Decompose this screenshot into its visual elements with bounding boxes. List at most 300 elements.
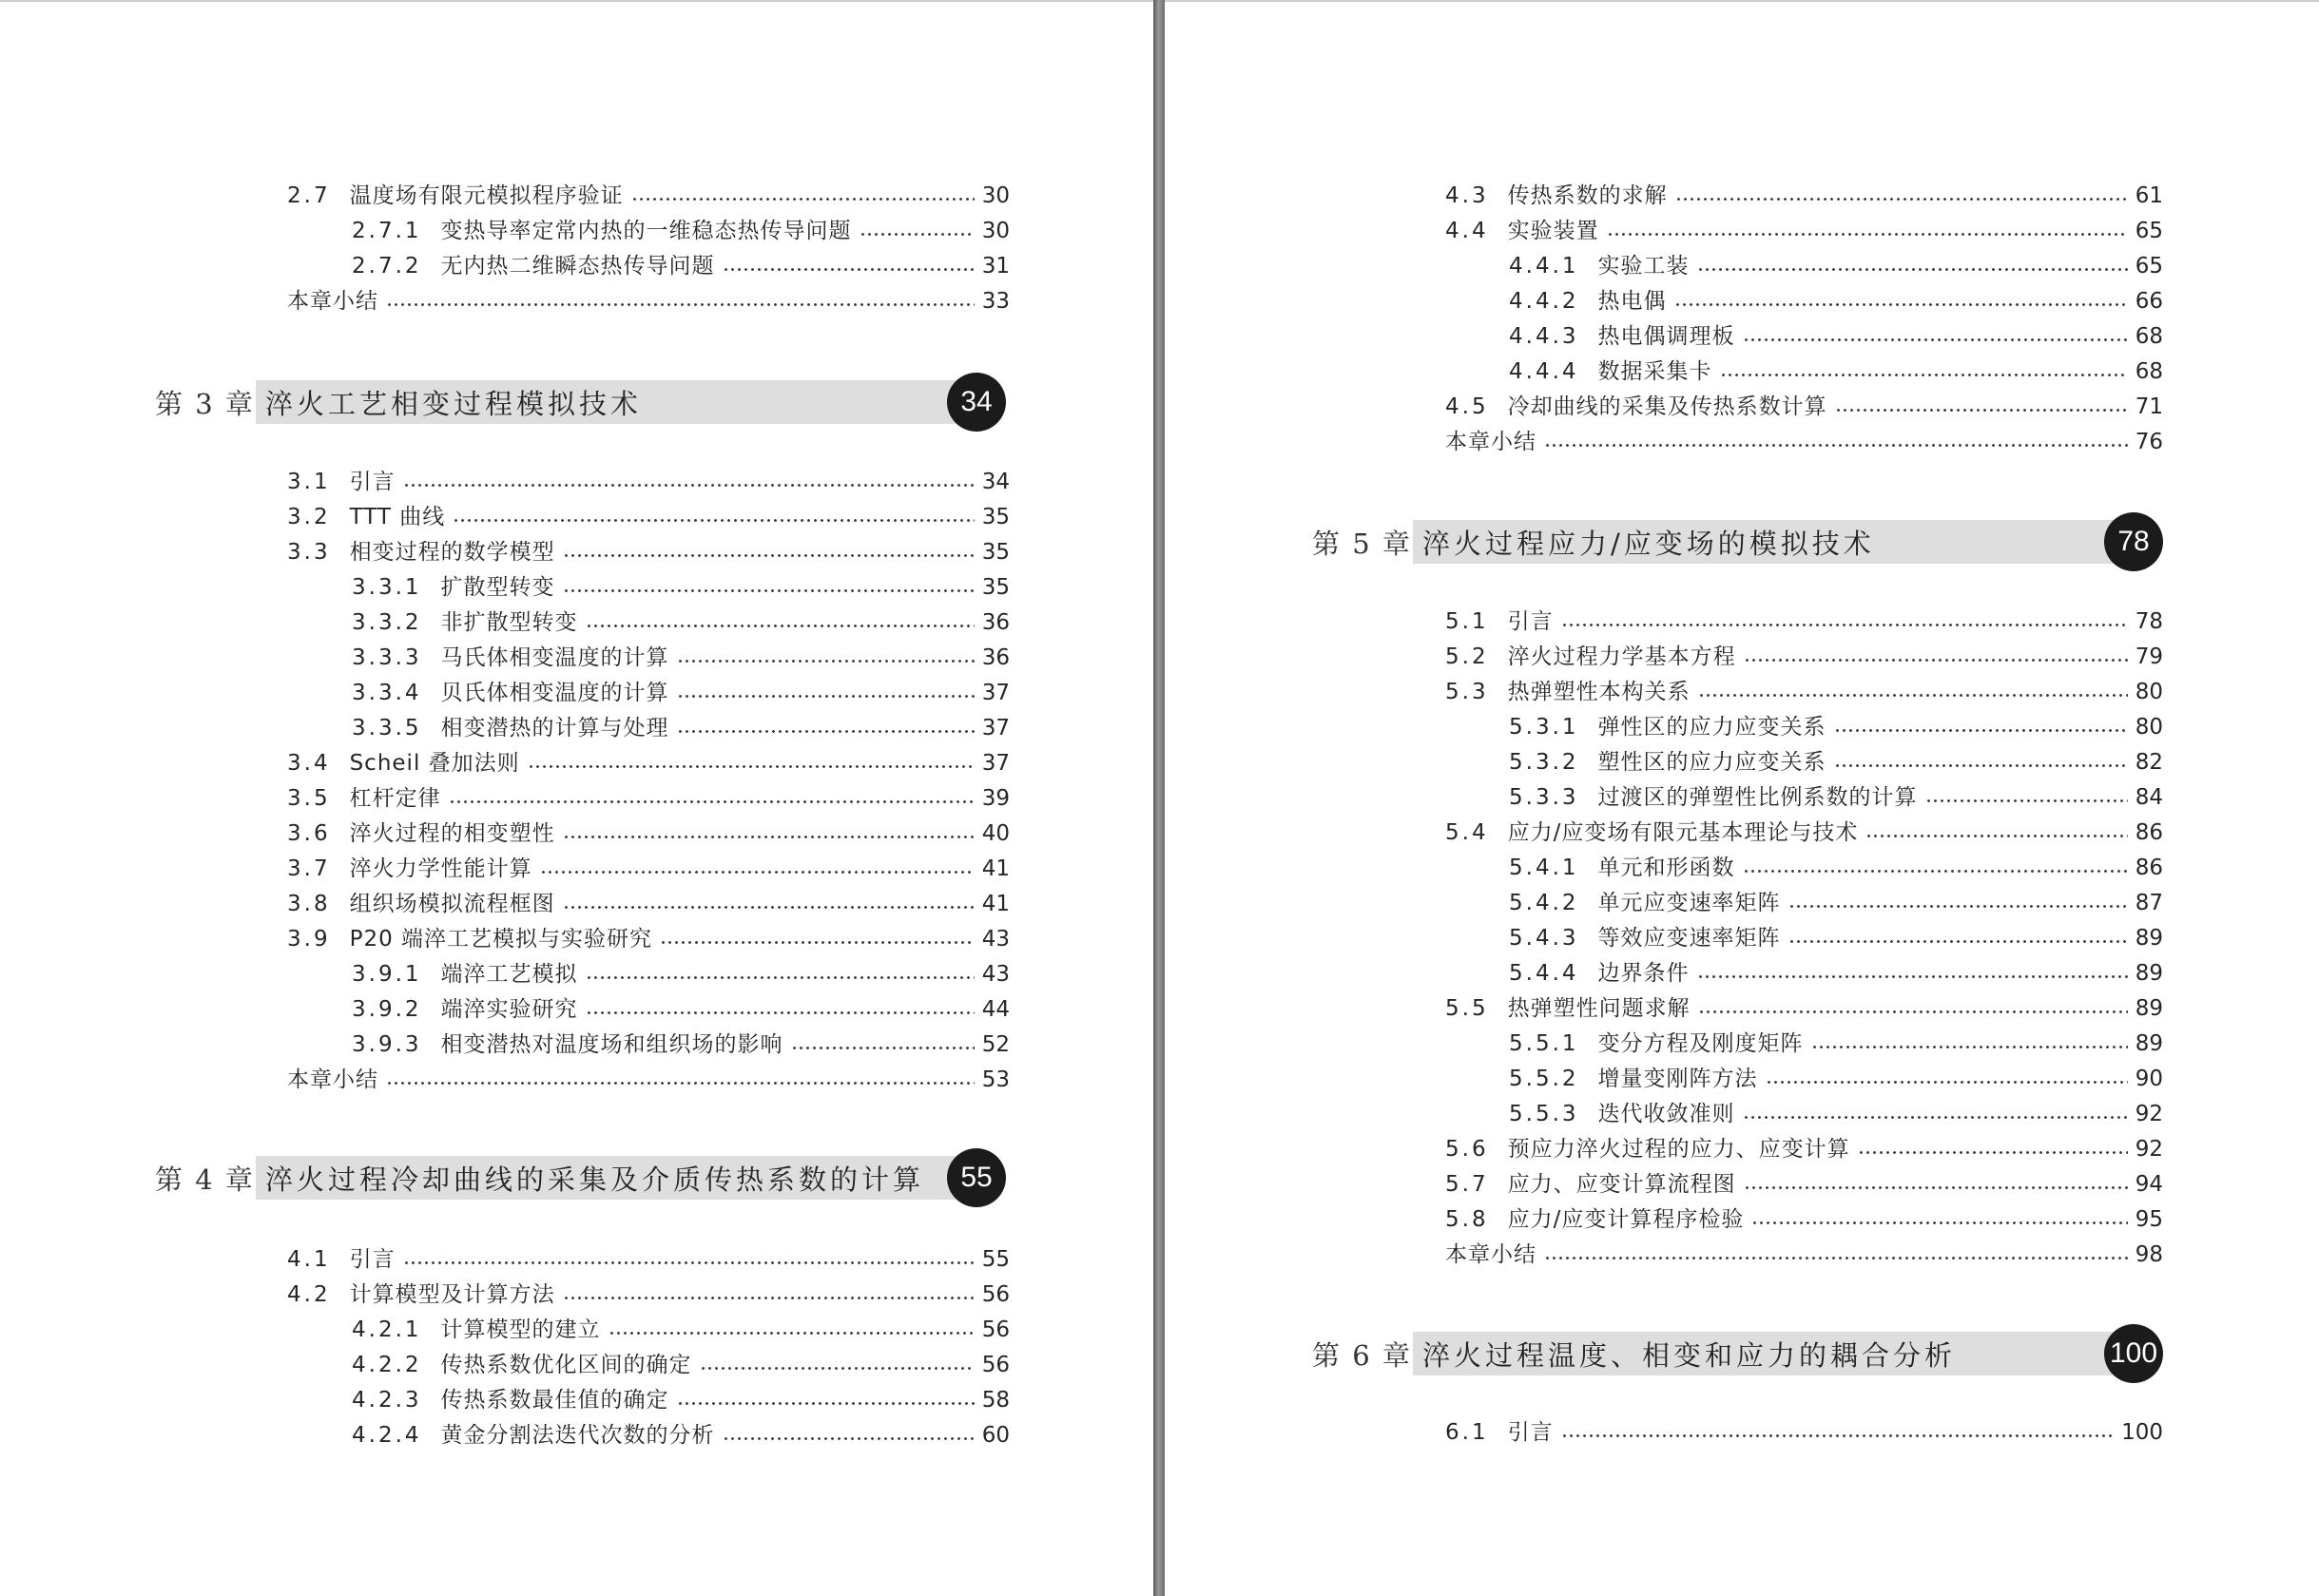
toc-entry-number: 3.3.1 [352, 575, 422, 600]
toc-entry[interactable] [1445, 390, 2163, 424]
dot-leader [563, 589, 975, 592]
book-gutter [1153, 0, 1165, 1596]
dot-leader [1675, 198, 2128, 201]
dot-leader [677, 730, 975, 733]
dot-leader [1744, 1186, 2128, 1189]
toc-entry-number: 4.2 [287, 1282, 331, 1307]
toc-entry[interactable] [352, 570, 1010, 605]
dot-leader [723, 268, 975, 271]
toc-entry-number: 5.5.1 [1509, 1031, 1579, 1056]
toc-entry[interactable] [1509, 284, 2163, 318]
toc-entry-page-number: 89 [2135, 926, 2163, 951]
toc-entry-page-number: 30 [981, 219, 1010, 243]
toc-entry-page-number: 61 [2135, 183, 2163, 208]
toc-entry[interactable] [352, 957, 1010, 991]
page-top-edge [0, 0, 1153, 2]
toc-entry-page-number: 55 [981, 1247, 1010, 1272]
toc-entry-number: 4.4.2 [1509, 289, 1579, 314]
toc-entry[interactable] [287, 1242, 1010, 1277]
toc-entry-title: 马氏体相变温度的计算 [440, 645, 669, 670]
toc-entry-number: 4.2.4 [352, 1423, 422, 1448]
toc-entry-title: 单元和形函数 [1597, 856, 1735, 880]
chapter-number-label: 第 6 章 [1312, 1338, 1412, 1372]
toc-entry-number: 4.4.4 [1509, 359, 1579, 384]
toc-entry-title: 实验工装 [1597, 254, 1690, 279]
chapter-heading[interactable] [1312, 512, 2163, 571]
dot-leader [1834, 729, 2128, 732]
toc-entry[interactable] [352, 641, 1010, 675]
toc-entry[interactable] [1509, 780, 2163, 815]
toc-entry-page-number: 56 [981, 1353, 1010, 1377]
toc-entry[interactable] [287, 746, 1010, 780]
toc-entry-title: 组织场模拟流程框图 [349, 892, 555, 916]
toc-entry-page-number: 56 [981, 1282, 1010, 1307]
toc-entry[interactable] [287, 887, 1010, 921]
toc-entry-page-number: 78 [2135, 609, 2163, 634]
dot-leader [1835, 409, 2128, 412]
toc-entry-number: 5.6 [1445, 1137, 1489, 1162]
toc-entry[interactable] [287, 817, 1010, 851]
toc-entry-page-number: 30 [981, 183, 1010, 208]
toc-entry-page-number: 35 [981, 575, 1010, 600]
toc-entry-title: 计算模型的建立 [440, 1317, 601, 1342]
chapter-heading[interactable] [1312, 1324, 2163, 1383]
toc-entry-page-number: 76 [2135, 430, 2163, 454]
toc-entry-page-number: 71 [2135, 394, 2163, 419]
toc-entry[interactable] [1509, 1062, 2163, 1096]
toc-entry-number: 3.9 [287, 927, 331, 952]
toc-entry[interactable] [352, 1313, 1010, 1347]
toc-entry[interactable] [352, 676, 1010, 710]
toc-entry-number: 3.3.4 [352, 681, 422, 705]
toc-entry-number: 3.3.5 [352, 716, 422, 740]
toc-entry-number: 3.9.2 [352, 997, 422, 1022]
toc-entry-page-number: 84 [2135, 785, 2163, 810]
toc-entry-title: 本章小结 [287, 289, 378, 314]
toc-entry-page-number: 36 [981, 645, 1010, 670]
toc-entry-number: 4.2.3 [352, 1388, 422, 1413]
chapter-title: 淬火过程温度、相变和应力的耦合分析 [1422, 1338, 1957, 1372]
dot-leader [449, 800, 975, 803]
chapter-heading[interactable] [155, 1148, 1006, 1207]
toc-entry[interactable] [1509, 851, 2163, 885]
toc-entry-page-number: 40 [981, 821, 1010, 846]
toc-entry-page-number: 92 [2135, 1137, 2163, 1162]
toc-entry-number: 5.4.4 [1509, 961, 1579, 986]
toc-entry-title: 淬火力学性能计算 [349, 856, 532, 881]
dot-leader [1788, 905, 2128, 908]
toc-entry-page-number: 35 [981, 540, 1010, 565]
dot-leader [563, 836, 975, 838]
toc-entry-title: 应力、应变计算流程图 [1507, 1172, 1736, 1197]
toc-entry-title: 本章小结 [1445, 430, 1536, 454]
toc-entry-page-number: 65 [2135, 254, 2163, 279]
toc-entry-number: 5.2 [1445, 644, 1489, 669]
dot-leader [677, 1402, 975, 1405]
toc-entry-page-number: 36 [981, 610, 1010, 635]
toc-entry-page-number: 89 [2135, 961, 2163, 986]
toc-entry-page-number: 44 [981, 997, 1010, 1022]
dot-leader [631, 198, 975, 201]
toc-entry-title: 边界条件 [1597, 961, 1690, 986]
toc-entry-number: 5.3.3 [1509, 785, 1579, 810]
dot-leader [453, 519, 974, 522]
toc-entry-page-number: 90 [2135, 1067, 2163, 1091]
toc-entry-page-number: 82 [2135, 750, 2163, 775]
toc-entry[interactable] [1509, 1027, 2163, 1061]
chapter-title-bar [1413, 520, 2114, 564]
toc-entry-page-number: 33 [981, 289, 1010, 314]
toc-entry[interactable] [1445, 425, 2163, 459]
toc-entry-page-number: 43 [981, 927, 1010, 952]
toc-entry-number: 5.5.3 [1509, 1102, 1579, 1126]
dot-leader [586, 1011, 975, 1014]
toc-entry-title: 热电偶调理板 [1597, 324, 1735, 349]
toc-entry-number: 4.5 [1445, 394, 1489, 419]
toc-entry[interactable] [1445, 1415, 2163, 1450]
dot-leader [1544, 444, 2128, 447]
toc-entry-number: 5.1 [1445, 609, 1489, 634]
toc-entry[interactable] [352, 1383, 1010, 1417]
dot-leader [1788, 940, 2128, 943]
toc-entry-page-number: 37 [981, 716, 1010, 740]
toc-entry[interactable] [287, 500, 1010, 534]
dot-leader [1858, 1151, 2128, 1154]
dot-leader [723, 1437, 975, 1440]
toc-entry-page-number: 53 [981, 1067, 1010, 1092]
toc-entry[interactable] [1509, 355, 2163, 389]
toc-entry-title: 端淬工艺模拟 [440, 962, 578, 987]
toc-entry-number: 5.5 [1445, 996, 1489, 1021]
dot-leader [609, 1332, 975, 1335]
toc-entry-number: 4.4 [1445, 219, 1489, 243]
dot-leader [1751, 1221, 2127, 1224]
dot-leader [1865, 835, 2127, 837]
toc-entry[interactable] [287, 922, 1010, 956]
toc-entry[interactable] [287, 1063, 1010, 1097]
toc-entry[interactable] [287, 465, 1010, 499]
toc-entry-title: 迭代收敛准则 [1597, 1102, 1735, 1126]
dot-leader [1697, 268, 2128, 271]
toc-entry[interactable] [352, 992, 1010, 1027]
toc-entry-page-number: 87 [2135, 891, 2163, 915]
dot-leader [563, 906, 975, 909]
toc-entry-page-number: 98 [2135, 1242, 2163, 1267]
toc-entry-number: 3.1 [287, 470, 331, 494]
dot-leader [1811, 1046, 2128, 1048]
toc-entry-title: 引言 [1507, 609, 1554, 634]
toc-entry-title: 扩散型转变 [440, 575, 555, 600]
toc-entry-number: 4.3 [1445, 183, 1489, 208]
toc-entry-title: Scheil 叠加法则 [349, 751, 520, 776]
toc-entry-page-number: 89 [2135, 1031, 2163, 1056]
toc-entry-title: 传热系数的求解 [1507, 183, 1668, 208]
toc-entry-title: 黄金分割法迭代次数的分析 [440, 1423, 715, 1448]
toc-entry[interactable] [1509, 745, 2163, 779]
dot-leader [586, 976, 975, 979]
chapter-number-label: 第 5 章 [1312, 527, 1412, 560]
page-top-edge [1165, 0, 2319, 2]
toc-entry-number: 3.2 [287, 505, 331, 529]
dot-leader [860, 233, 975, 236]
chapter-heading[interactable] [155, 373, 1006, 432]
toc-entry-title: 热电偶 [1597, 289, 1667, 314]
chapter-page-badge: 100 [2104, 1324, 2163, 1383]
toc-entry-number: 5.4.2 [1509, 891, 1579, 915]
toc-entry[interactable] [1509, 319, 2163, 354]
toc-entry[interactable] [287, 781, 1010, 816]
toc-entry-number: 2.7.1 [352, 219, 422, 243]
dot-leader [1561, 624, 2128, 626]
toc-entry-title: 本章小结 [287, 1067, 378, 1092]
chapter-title-bar [256, 380, 957, 424]
dot-leader [660, 941, 975, 944]
dot-leader [1834, 764, 2128, 767]
toc-entry[interactable] [1509, 1097, 2163, 1131]
chapter-page-badge: 34 [947, 373, 1006, 432]
toc-entry-title: TTT 曲线 [349, 505, 446, 529]
dot-leader [540, 871, 975, 874]
toc-entry-page-number: 56 [981, 1317, 1010, 1342]
chapter-title: 淬火过程应力/应变场的模拟技术 [1422, 527, 1875, 560]
toc-entry[interactable] [352, 1348, 1010, 1382]
dot-leader [1766, 1081, 2128, 1084]
toc-entry[interactable] [287, 852, 1010, 886]
toc-entry-page-number: 34 [981, 470, 1010, 494]
toc-entry-title: P20 端淬工艺模拟与实验研究 [349, 927, 653, 952]
toc-entry-page-number: 80 [2135, 680, 2163, 704]
dot-leader [677, 660, 975, 663]
dot-leader [791, 1047, 975, 1049]
toc-entry-title: 引言 [1507, 1420, 1554, 1445]
toc-entry[interactable] [1509, 249, 2163, 283]
toc-entry-page-number: 41 [981, 892, 1010, 916]
toc-entry[interactable] [1445, 675, 2163, 709]
toc-entry[interactable] [352, 214, 1010, 248]
toc-entry-number: 5.4.1 [1509, 856, 1579, 880]
toc-entry-number: 5.4.3 [1509, 926, 1579, 951]
toc-entry[interactable] [352, 1418, 1010, 1452]
toc-entry-title: 贝氏体相变温度的计算 [440, 681, 669, 705]
toc-entry-page-number: 68 [2135, 324, 2163, 349]
toc-entry-page-number: 35 [981, 505, 1010, 529]
dot-leader [563, 1297, 975, 1299]
toc-entry-title: 本章小结 [1445, 1242, 1536, 1267]
toc-entry[interactable] [352, 249, 1010, 283]
toc-entry-title: 淬火过程的相变塑性 [349, 821, 555, 846]
toc-entry-number: 4.4.3 [1509, 324, 1579, 349]
toc-entry-number: 5.3.2 [1509, 750, 1579, 775]
toc-entry-title: 增量变刚阵方法 [1597, 1067, 1758, 1091]
right-page [1165, 0, 2319, 1596]
toc-entry-number: 4.2.2 [352, 1353, 422, 1377]
toc-entry[interactable] [1509, 956, 2163, 990]
toc-entry-title: 传热系数优化区间的确定 [440, 1353, 692, 1377]
chapter-page-badge: 78 [2104, 512, 2163, 571]
dot-leader [1743, 870, 2128, 873]
dot-leader [386, 303, 975, 306]
toc-entry[interactable] [1445, 605, 2163, 639]
toc-entry-number: 3.5 [287, 786, 331, 811]
dot-leader [1607, 233, 2128, 236]
toc-entry[interactable] [1445, 991, 2163, 1026]
toc-entry-title: 热弹塑性本构关系 [1507, 680, 1691, 704]
toc-entry-title: 弹性区的应力应变关系 [1597, 715, 1826, 740]
chapter-number-label: 第 3 章 [155, 387, 255, 420]
toc-entry-title: 淬火过程力学基本方程 [1507, 644, 1736, 669]
toc-entry-page-number: 43 [981, 962, 1010, 987]
toc-entry-title: 温度场有限元模拟程序验证 [349, 183, 624, 208]
toc-entry-number: 5.5.2 [1509, 1067, 1579, 1091]
toc-entry-number: 3.9.3 [352, 1032, 422, 1057]
dot-leader [1698, 1010, 2128, 1013]
toc-entry-number: 3.8 [287, 892, 331, 916]
toc-entry-page-number: 89 [2135, 996, 2163, 1021]
toc-entry-title: 相变潜热对温度场和组织场的影响 [440, 1032, 783, 1057]
toc-entry-page-number: 37 [981, 751, 1010, 776]
toc-entry-page-number: 39 [981, 786, 1010, 811]
toc-entry-page-number: 79 [2135, 644, 2163, 669]
toc-entry-title: 实验装置 [1507, 219, 1599, 243]
dot-leader [563, 554, 975, 557]
dot-leader [403, 1261, 975, 1264]
toc-entry-page-number: 86 [2135, 820, 2163, 845]
toc-entry-title: 杠杆定律 [349, 786, 441, 811]
toc-entry-number: 4.1 [287, 1247, 331, 1272]
toc-entry[interactable] [287, 535, 1010, 569]
toc-entry[interactable] [1445, 179, 2163, 213]
toc-entry-number: 3.7 [287, 856, 331, 881]
toc-entry-title: 计算模型及计算方法 [349, 1282, 555, 1307]
toc-entry-page-number: 37 [981, 681, 1010, 705]
toc-entry[interactable] [287, 284, 1010, 318]
toc-entry[interactable] [1509, 921, 2163, 955]
left-page [0, 0, 1153, 1596]
toc-entry[interactable] [1445, 214, 2163, 248]
toc-entry-page-number: 41 [981, 856, 1010, 881]
toc-entry[interactable] [1509, 710, 2163, 744]
toc-entry-title: 冷却曲线的采集及传热系数计算 [1507, 394, 1827, 419]
toc-entry-number: 5.4 [1445, 820, 1489, 845]
toc-entry-title: 预应力淬火过程的应力、应变计算 [1507, 1137, 1850, 1162]
dot-leader [1743, 338, 2128, 341]
toc-entry-page-number: 65 [2135, 219, 2163, 243]
toc-entry-title: 应力/应变计算程序检验 [1507, 1207, 1745, 1232]
toc-entry-number: 3.3.2 [352, 610, 422, 635]
toc-entry-number: 5.3 [1445, 680, 1489, 704]
toc-entry[interactable] [352, 606, 1010, 640]
toc-entry[interactable] [1445, 1238, 2163, 1272]
chapter-title-bar [256, 1156, 957, 1200]
chapter-page-badge: 55 [947, 1148, 1006, 1207]
toc-entry-title: 端淬实验研究 [440, 997, 578, 1022]
chapter-title: 淬火工艺相变过程模拟技术 [265, 387, 643, 420]
toc-entry-page-number: 95 [2135, 1207, 2163, 1232]
toc-entry-page-number: 100 [2121, 1420, 2163, 1445]
dot-leader [1925, 799, 2128, 802]
toc-entry[interactable] [352, 1028, 1010, 1062]
toc-entry[interactable] [1445, 1132, 2163, 1166]
toc-entry-page-number: 94 [2135, 1172, 2163, 1197]
toc-entry[interactable] [352, 711, 1010, 745]
toc-entry-number: 4.2.1 [352, 1317, 422, 1342]
toc-entry-title: 塑性区的应力应变关系 [1597, 750, 1826, 775]
dot-leader [586, 625, 975, 627]
toc-entry[interactable] [1445, 1167, 2163, 1202]
toc-entry[interactable] [287, 1278, 1010, 1312]
toc-entry-title: 相变潜热的计算与处理 [440, 716, 669, 740]
toc-entry-number: 4.4.1 [1509, 254, 1579, 279]
toc-entry-page-number: 80 [2135, 715, 2163, 740]
toc-entry-title: 无内热二维瞬态热传导问题 [440, 254, 715, 279]
toc-entry-page-number: 86 [2135, 856, 2163, 880]
toc-entry-title: 传热系数最佳值的确定 [440, 1388, 669, 1413]
toc-entry-number: 5.3.1 [1509, 715, 1579, 740]
toc-entry-page-number: 60 [981, 1423, 1010, 1448]
dot-leader [700, 1367, 975, 1370]
dot-leader [1698, 694, 2128, 697]
toc-entry[interactable] [1445, 816, 2163, 850]
toc-entry-page-number: 58 [981, 1388, 1010, 1413]
dot-leader [1720, 374, 2128, 376]
toc-entry-number: 2.7.2 [352, 254, 422, 279]
toc-entry-number: 3.4 [287, 751, 331, 776]
toc-entry-page-number: 68 [2135, 359, 2163, 384]
toc-entry-title: 引言 [349, 1247, 396, 1272]
toc-entry-page-number: 31 [981, 254, 1010, 279]
toc-entry-number: 3.6 [287, 821, 331, 846]
toc-entry-title: 相变过程的数学模型 [349, 540, 555, 565]
dot-leader [1697, 975, 2128, 978]
toc-entry[interactable] [1445, 1202, 2163, 1237]
toc-entry-number: 5.8 [1445, 1207, 1489, 1232]
toc-entry-title: 引言 [349, 470, 396, 494]
toc-entry[interactable] [287, 179, 1010, 213]
toc-entry-number: 6.1 [1445, 1420, 1489, 1445]
toc-entry-title: 变分方程及刚度矩阵 [1597, 1031, 1804, 1056]
chapter-title-bar [1413, 1332, 2114, 1375]
toc-entry-title: 热弹塑性问题求解 [1507, 996, 1691, 1021]
toc-entry-page-number: 66 [2135, 289, 2163, 314]
toc-entry-title: 过渡区的弹塑性比例系数的计算 [1597, 785, 1918, 810]
dot-leader [1744, 659, 2128, 662]
toc-entry-page-number: 92 [2135, 1102, 2163, 1126]
toc-entry[interactable] [1445, 640, 2163, 674]
toc-entry-title: 单元应变速率矩阵 [1597, 891, 1781, 915]
toc-entry-number: 3.3.3 [352, 645, 422, 670]
toc-entry-title: 变热导率定常内热的一维稳态热传导问题 [440, 219, 852, 243]
toc-entry-title: 应力/应变场有限元基本理论与技术 [1507, 820, 1859, 845]
dot-leader [1544, 1257, 2128, 1259]
dot-leader [677, 695, 975, 698]
dot-leader [1743, 1116, 2128, 1119]
toc-entry[interactable] [1509, 886, 2163, 920]
toc-entry-page-number: 52 [981, 1032, 1010, 1057]
toc-entry-number: 5.7 [1445, 1172, 1489, 1197]
dot-leader [528, 765, 975, 768]
dot-leader [1674, 303, 2128, 306]
toc-entry-title: 非扩散型转变 [440, 610, 578, 635]
chapter-title: 淬火过程冷却曲线的采集及介质传热系数的计算 [265, 1163, 925, 1196]
dot-leader [386, 1082, 975, 1085]
toc-entry-title: 数据采集卡 [1597, 359, 1712, 384]
dot-leader [403, 484, 975, 487]
chapter-number-label: 第 4 章 [155, 1163, 255, 1196]
toc-entry-number: 2.7 [287, 183, 331, 208]
toc-entry-number: 3.9.1 [352, 962, 422, 987]
dot-leader [1561, 1434, 2115, 1437]
toc-entry-number: 3.3 [287, 540, 331, 565]
